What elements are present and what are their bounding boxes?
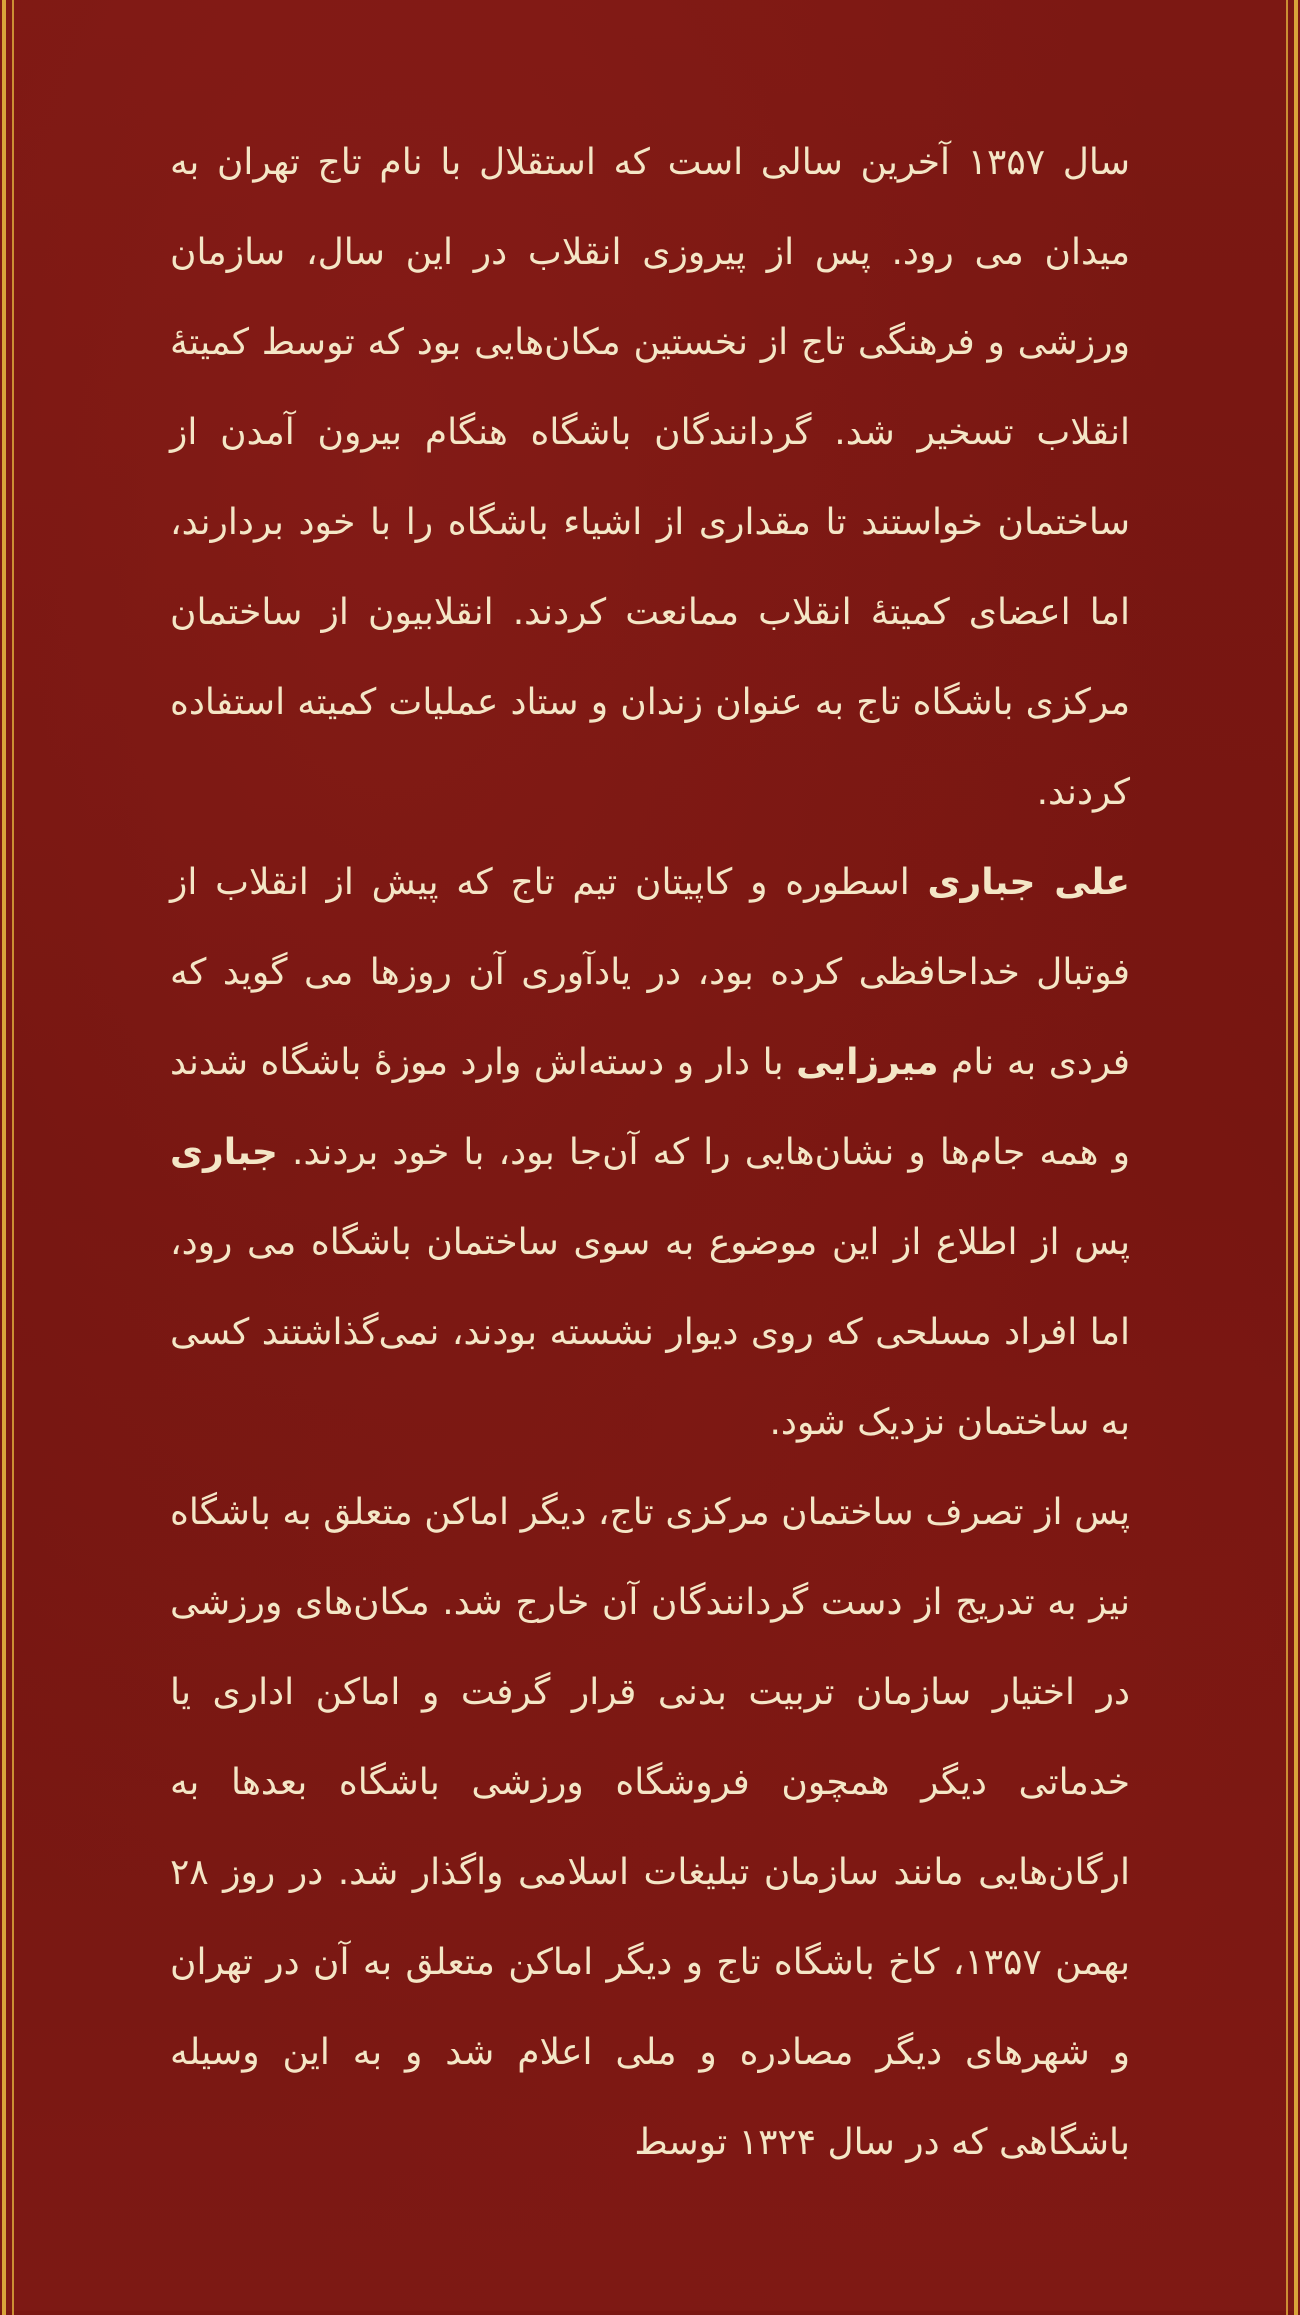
- name-mirzaei: میرزایی: [796, 1042, 939, 1083]
- paragraph-2-text-3: پس از اطلاع از این موضوع به سوی ساختمان باشگاه می رود، اما افراد مسلحی که روی دیوار نشسته بودند، نمی‌گذاشتند کسی به ساختمان نزدیک شود.: [170, 1222, 1130, 1443]
- paragraph-3-text: پس از تصرف ساختمان مرکزی تاج، دیگر اماکن متعلق به باشگاه نیز به تدریج از دست گردانندگان آن خارج شد. مکان‌های ورزشی در اختیار سازمان تربیت بدنی قرار گرفت و اماکن اداری یا خدماتی دیگر همچون فروشگاه ورزشی باشگاه بعدها به ارگان‌هایی مانند سازمان تبلیغات اسلامی واگذار شد. در روز ۲۸ بهمن ۱۳۵۷، کاخ باشگاه تاج و دیگر اماکن متعلق به آن در تهران و شهرهای دیگر مصادره و ملی اعلام شد و به این وسیله باشگاهی که در سال ۱۳۲۴ توسط: [170, 1492, 1130, 2163]
- article-body: [170, 118, 1130, 2188]
- paragraph-1: [170, 118, 1130, 838]
- paragraph-2-text-1: اسطوره و کاپیتان تیم تاج که پیش از انقلاب از فوتبال خداحافظی کرده بود، در یادآوری آن روزها می گوید که فردی به نام: [170, 862, 1130, 1083]
- name-jabbari: جباری: [170, 1132, 278, 1173]
- paragraph-1-text: سال ۱۳۵۷ آخرین سالی است که استقلال با نام تاج تهران به میدان می رود. پس از پیروزی انقلاب در این سال، سازمان ورزشی و فرهنگی تاج از نخستین مکان‌هایی بود که توسط کمیتهٔ انقلاب تسخیر شد. گردانندگان باشگاه هنگام بیرون آمدن از ساختمان خواستند تا مقداری از اشیاء باشگاه را با خود بردارند، اما اعضای کمیتهٔ انقلاب ممانعت کردند. انقلابیون از ساختمان مرکزی باشگاه تاج به عنوان زندان و ستاد عملیات کمیته استفاده کردند.: [170, 142, 1131, 813]
- name-ali-jabbari: علی جباری: [927, 862, 1130, 903]
- paragraph-2: [170, 838, 1130, 1468]
- paragraph-2-text-2: با دار و دسته‌اش وارد موزهٔ باشگاه شدند و همه جام‌ها و نشان‌هایی را که آن‌جا بود، با خود بردند.: [170, 1042, 1130, 1173]
- paragraph-3: [170, 1468, 1130, 2188]
